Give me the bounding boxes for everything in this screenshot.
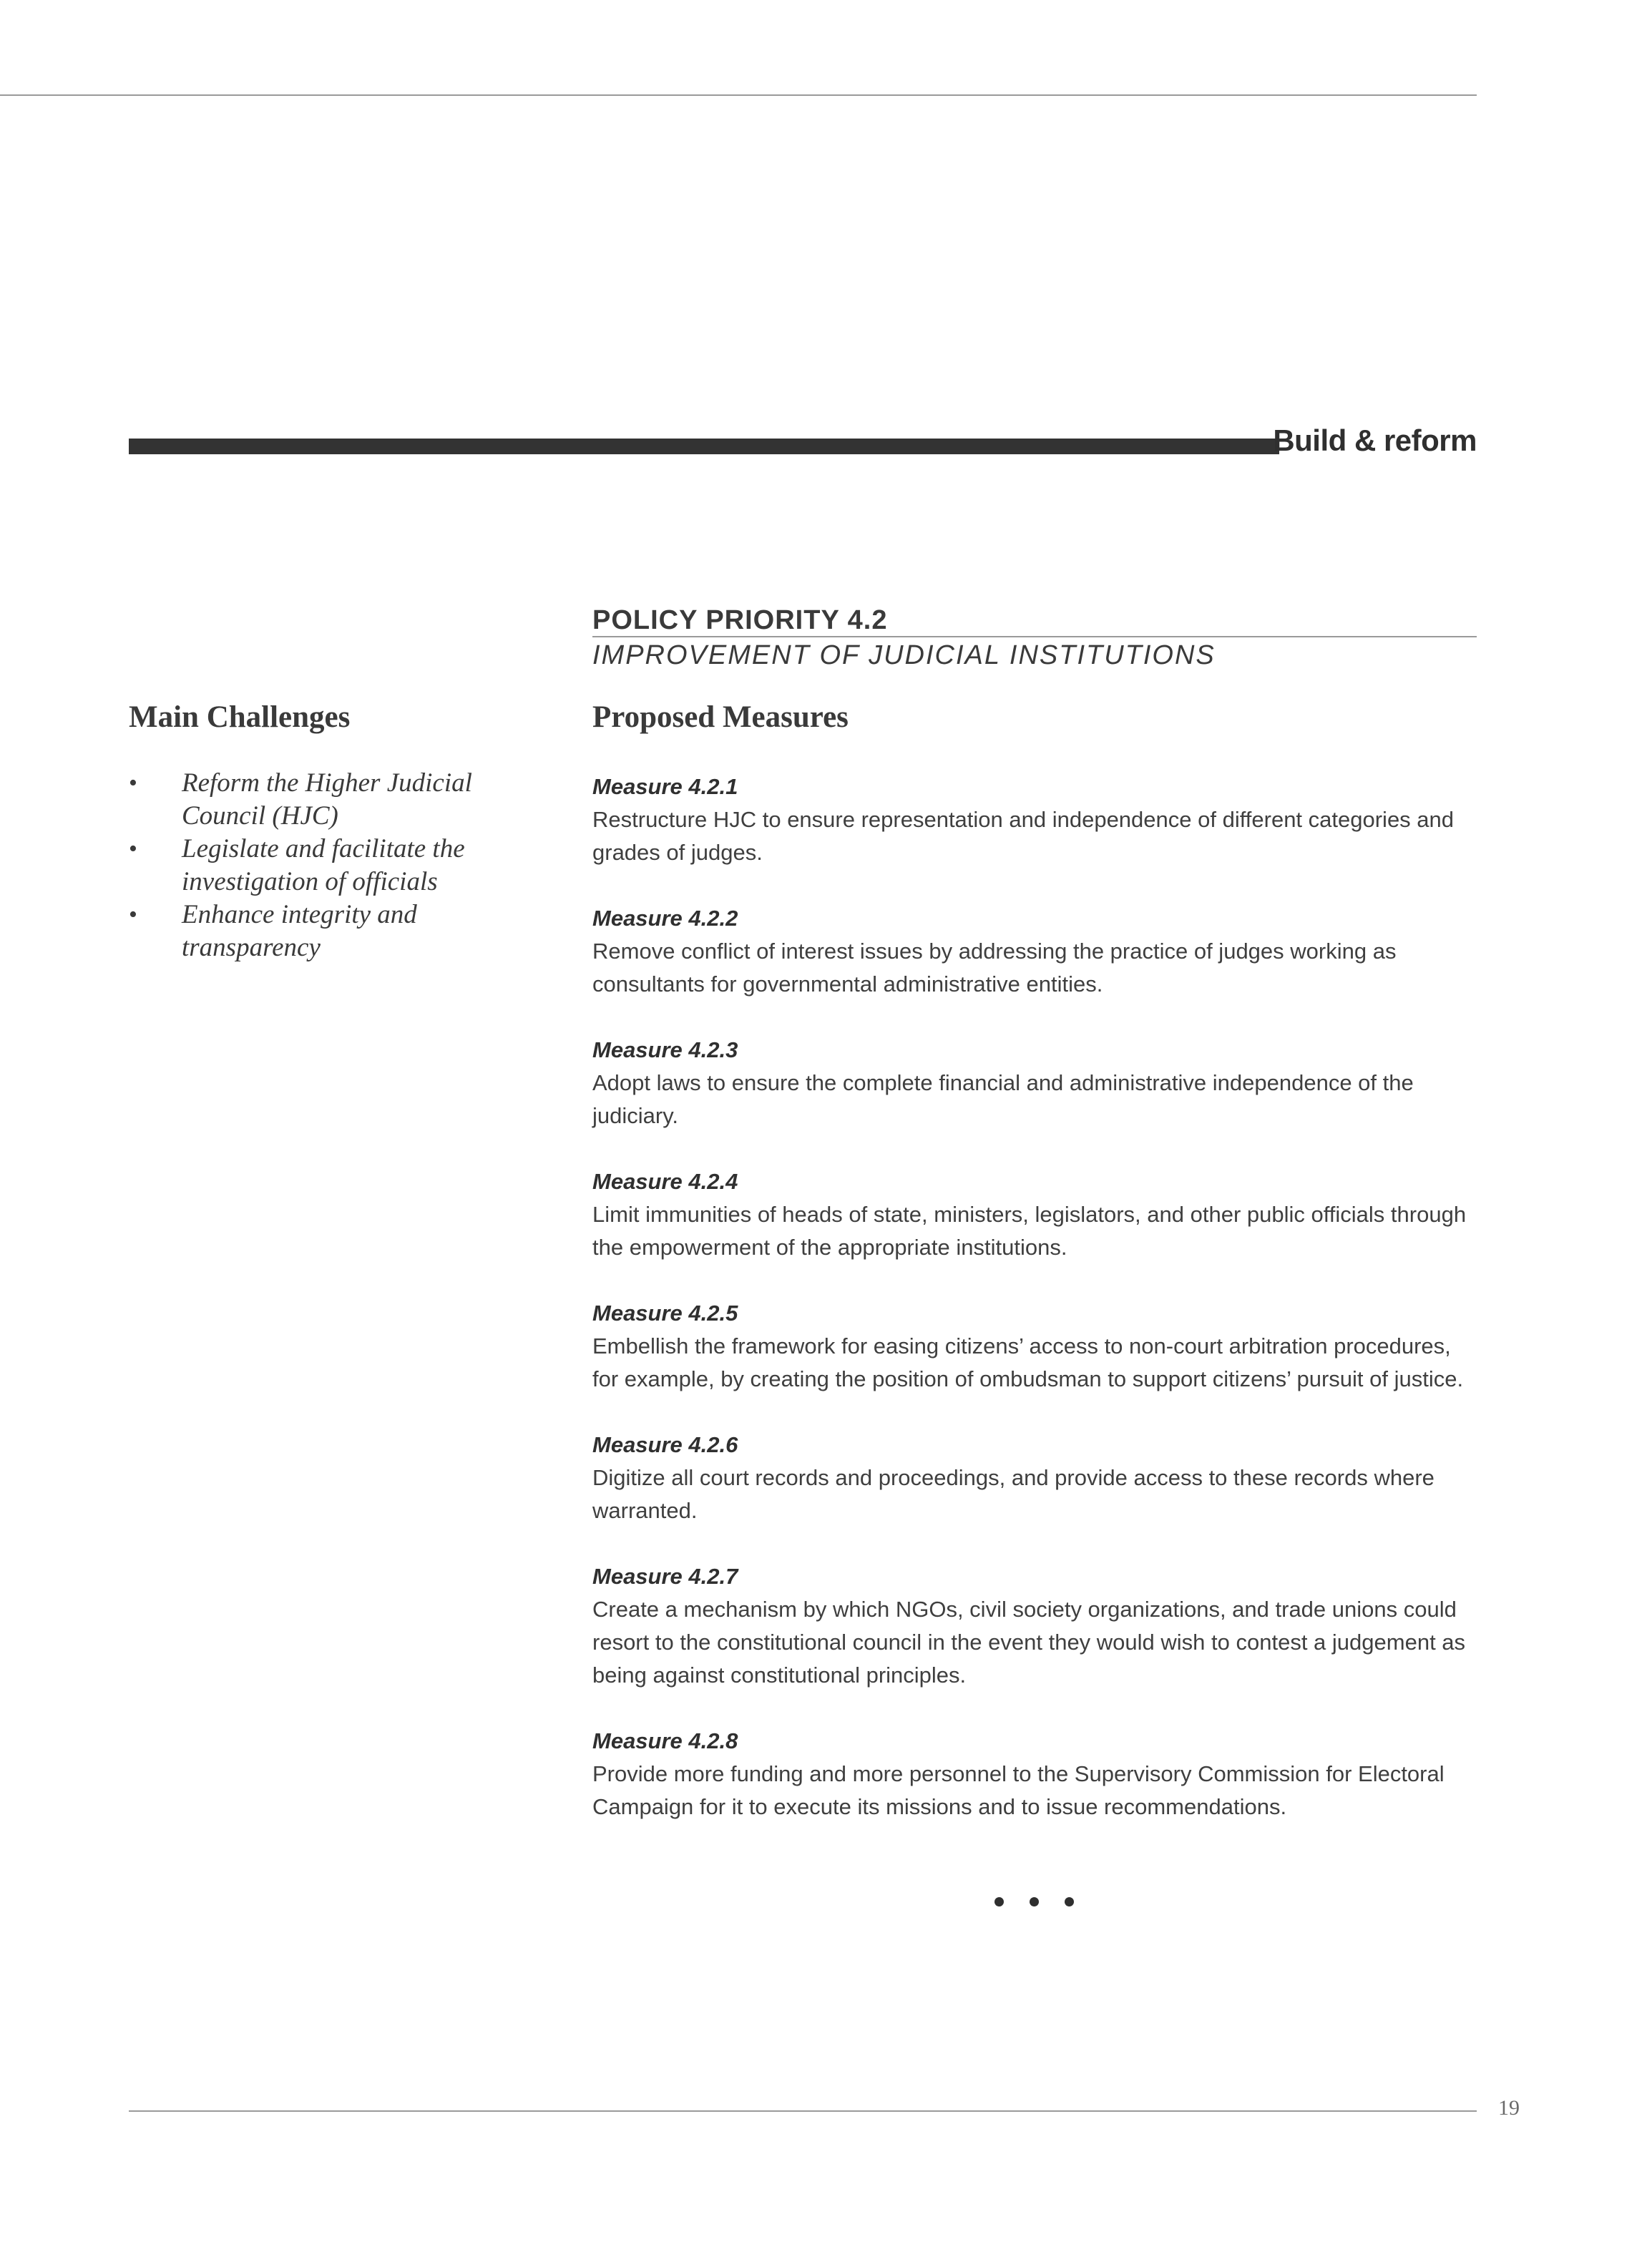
measure-title: Measure 4.2.2 xyxy=(592,906,738,931)
bullet-icon: • xyxy=(129,901,137,928)
dot-icon xyxy=(1030,1897,1039,1906)
measure-text: Restructure HJC to ensure representation and independence of different categories and grades of judges. xyxy=(592,807,1455,865)
main-challenges-heading: Main Challenges xyxy=(129,700,351,734)
policy-priority-label: POLICY PRIORITY 4.2 xyxy=(592,604,1477,637)
policy-heading xyxy=(592,604,1477,673)
measure-item xyxy=(592,770,1480,869)
measure-item xyxy=(592,1034,1480,1132)
challenge-text: Enhance integrity and transparency xyxy=(182,900,417,962)
section-bar xyxy=(129,439,1279,454)
measure-item xyxy=(592,1165,1480,1264)
measure-title: Measure 4.2.4 xyxy=(592,1169,738,1194)
challenge-item xyxy=(129,833,529,899)
dot-icon xyxy=(1065,1897,1074,1906)
measure-title: Measure 4.2.8 xyxy=(592,1728,738,1753)
bullet-icon: • xyxy=(129,770,137,796)
measure-item xyxy=(592,1560,1480,1692)
measure-text: Digitize all court records and proceedings, and provide access to these records where warranted. xyxy=(592,1465,1434,1523)
section-end-dots xyxy=(994,1897,1074,1906)
measure-item xyxy=(592,902,1480,1001)
measure-title: Measure 4.2.1 xyxy=(592,774,738,799)
proposed-measures-heading: Proposed Measures xyxy=(592,700,849,734)
challenge-item xyxy=(129,899,529,964)
section-title: Build & reform xyxy=(1273,424,1477,457)
challenge-item xyxy=(129,767,529,833)
challenge-text: Legislate and facilitate the investigation of officials xyxy=(182,834,465,896)
measure-text: Provide more funding and more personnel to the Supervisory Commission for Electoral Campaign for it to execute its missions and to issue recommendations. xyxy=(592,1761,1445,1819)
footer-divider xyxy=(129,2110,1477,2112)
dot-icon xyxy=(994,1897,1004,1906)
measure-text: Create a mechanism by which NGOs, civil society organizations, and trade unions could resort to the constitutional council in the event they would wish to contest a judgement as being against constitutional principles. xyxy=(592,1597,1466,1688)
page-number: 19 xyxy=(1498,2096,1520,2120)
challenges-list xyxy=(129,767,529,964)
measure-title: Measure 4.2.5 xyxy=(592,1301,738,1326)
measure-title: Measure 4.2.3 xyxy=(592,1037,738,1062)
bullet-icon: • xyxy=(129,836,137,862)
measure-item xyxy=(592,1429,1480,1527)
measure-item xyxy=(592,1297,1480,1396)
measure-item xyxy=(592,1725,1480,1823)
measures-list xyxy=(592,770,1480,1856)
challenge-text: Reform the Higher Judicial Council (HJC) xyxy=(182,768,472,831)
measure-text: Remove conflict of interest issues by addressing the practice of judges working as consultants for governmental administrative entities. xyxy=(592,939,1397,997)
measure-title: Measure 4.2.6 xyxy=(592,1432,738,1457)
measure-text: Adopt laws to ensure the complete financial and administrative independence of the judiciary. xyxy=(592,1070,1414,1128)
measure-title: Measure 4.2.7 xyxy=(592,1564,738,1589)
policy-priority-subtitle: IMPROVEMENT OF JUDICIAL INSTITUTIONS xyxy=(592,640,1216,670)
top-divider xyxy=(0,94,1477,96)
measure-text: Limit immunities of heads of state, ministers, legislators, and other public officials through the empowerment of the appropriate institutions. xyxy=(592,1202,1467,1260)
measure-text: Embellish the framework for easing citizens’ access to non-court arbitration procedures, for example, by creating the position of ombudsman to support citizens’ pursuit of justice. xyxy=(592,1333,1464,1391)
